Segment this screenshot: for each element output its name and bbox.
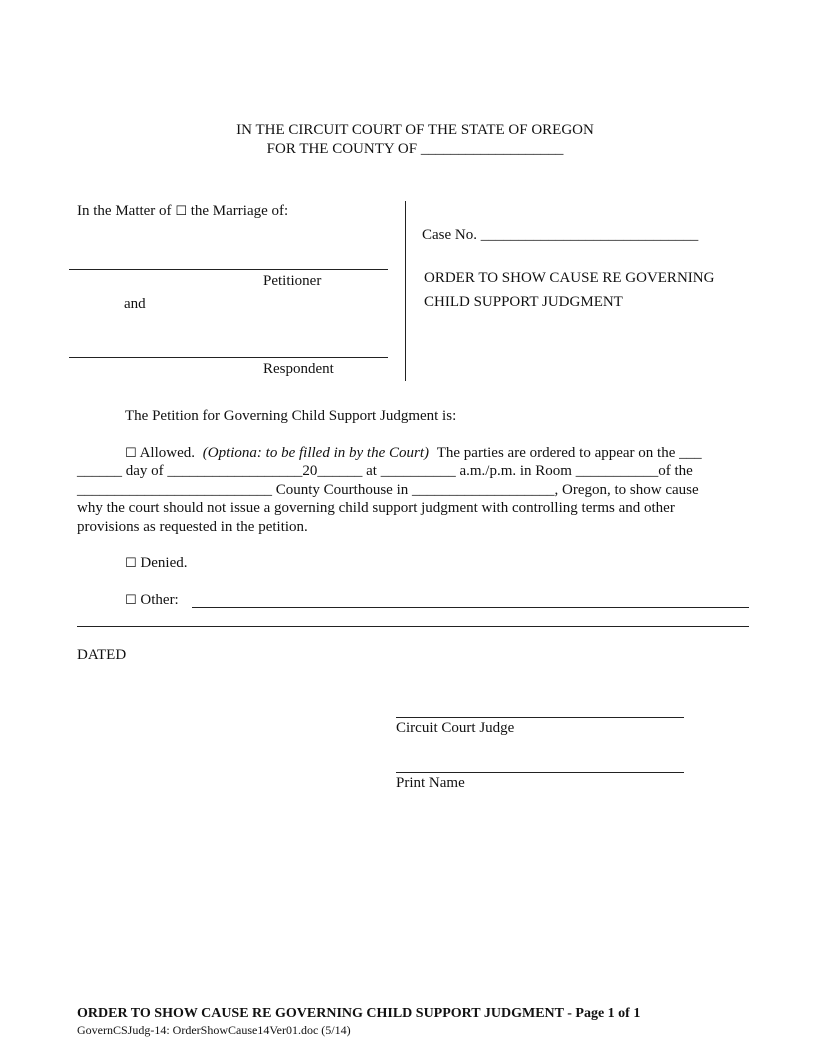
case-number[interactable]: Case No. _____________________________	[422, 227, 699, 243]
allowed-label: Allowed.	[139, 445, 196, 461]
court-header-county: FOR THE COUNTY OF ___________________	[266, 141, 564, 157]
allowed-appear-text: The parties are ordered to appear on the ___	[436, 445, 702, 461]
footer-title: ORDER TO SHOW CAUSE RE GOVERNING CHILD SUPPORT JUDGMENT - Page 1 of 1	[77, 1006, 641, 1021]
allowed-line5: provisions as requested in the petition.	[77, 519, 308, 535]
petitioner-label: Petitioner	[263, 273, 322, 289]
other-fill-line-2[interactable]	[77, 626, 749, 627]
allowed-line2[interactable]: ______ day of __________________20______ at __________ a.m./p.m. in Room ___________of the	[77, 463, 693, 479]
caption-divider	[405, 201, 406, 381]
other-label: Other:	[140, 592, 179, 608]
court-header-line1: IN THE CIRCUIT COURT OF THE STATE OF OREGON	[236, 122, 594, 138]
document-title-line2: CHILD SUPPORT JUDGMENT	[424, 294, 623, 310]
petitioner-name-line[interactable]	[69, 269, 388, 270]
petition-intro: The Petition for Governing Child Support Judgment is:	[125, 408, 457, 424]
judge-label: Circuit Court Judge	[396, 720, 515, 736]
print-name-line[interactable]	[396, 772, 684, 773]
other-fill-line[interactable]	[192, 607, 749, 608]
and-label: and	[124, 296, 146, 312]
respondent-name-line[interactable]	[69, 357, 388, 358]
allowed-line3[interactable]: __________________________ County Courthouse in ___________________, Oregon, to show cause	[77, 482, 699, 498]
allowed-note: (Optiona: to be filled in by the Court)	[202, 445, 429, 461]
print-name-label: Print Name	[396, 775, 465, 791]
denied-checkbox[interactable]: ☐	[125, 556, 137, 571]
denied-line	[125, 555, 187, 572]
allowed-checkbox[interactable]: ☐	[125, 446, 137, 461]
allowed-line1	[125, 445, 702, 462]
judge-signature-line[interactable]	[396, 717, 684, 718]
footer-form-id: GovernCSJudg-14: OrderShowCause14Ver01.doc (5/14)	[77, 1023, 351, 1037]
matter-line	[77, 203, 288, 220]
respondent-label: Respondent	[263, 361, 334, 377]
matter-suffix: the Marriage of:	[190, 203, 289, 219]
dated-label: DATED	[77, 647, 127, 663]
other-checkbox[interactable]: ☐	[125, 593, 137, 608]
matter-prefix: In the Matter of	[77, 203, 172, 219]
document-title-line1: ORDER TO SHOW CAUSE RE GOVERNING	[424, 270, 715, 286]
denied-label: Denied.	[140, 555, 188, 571]
allowed-line4: why the court should not issue a governing child support judgment with controlling terms and other	[77, 500, 675, 516]
marriage-checkbox[interactable]: ☐	[175, 204, 187, 219]
other-line	[125, 592, 179, 609]
